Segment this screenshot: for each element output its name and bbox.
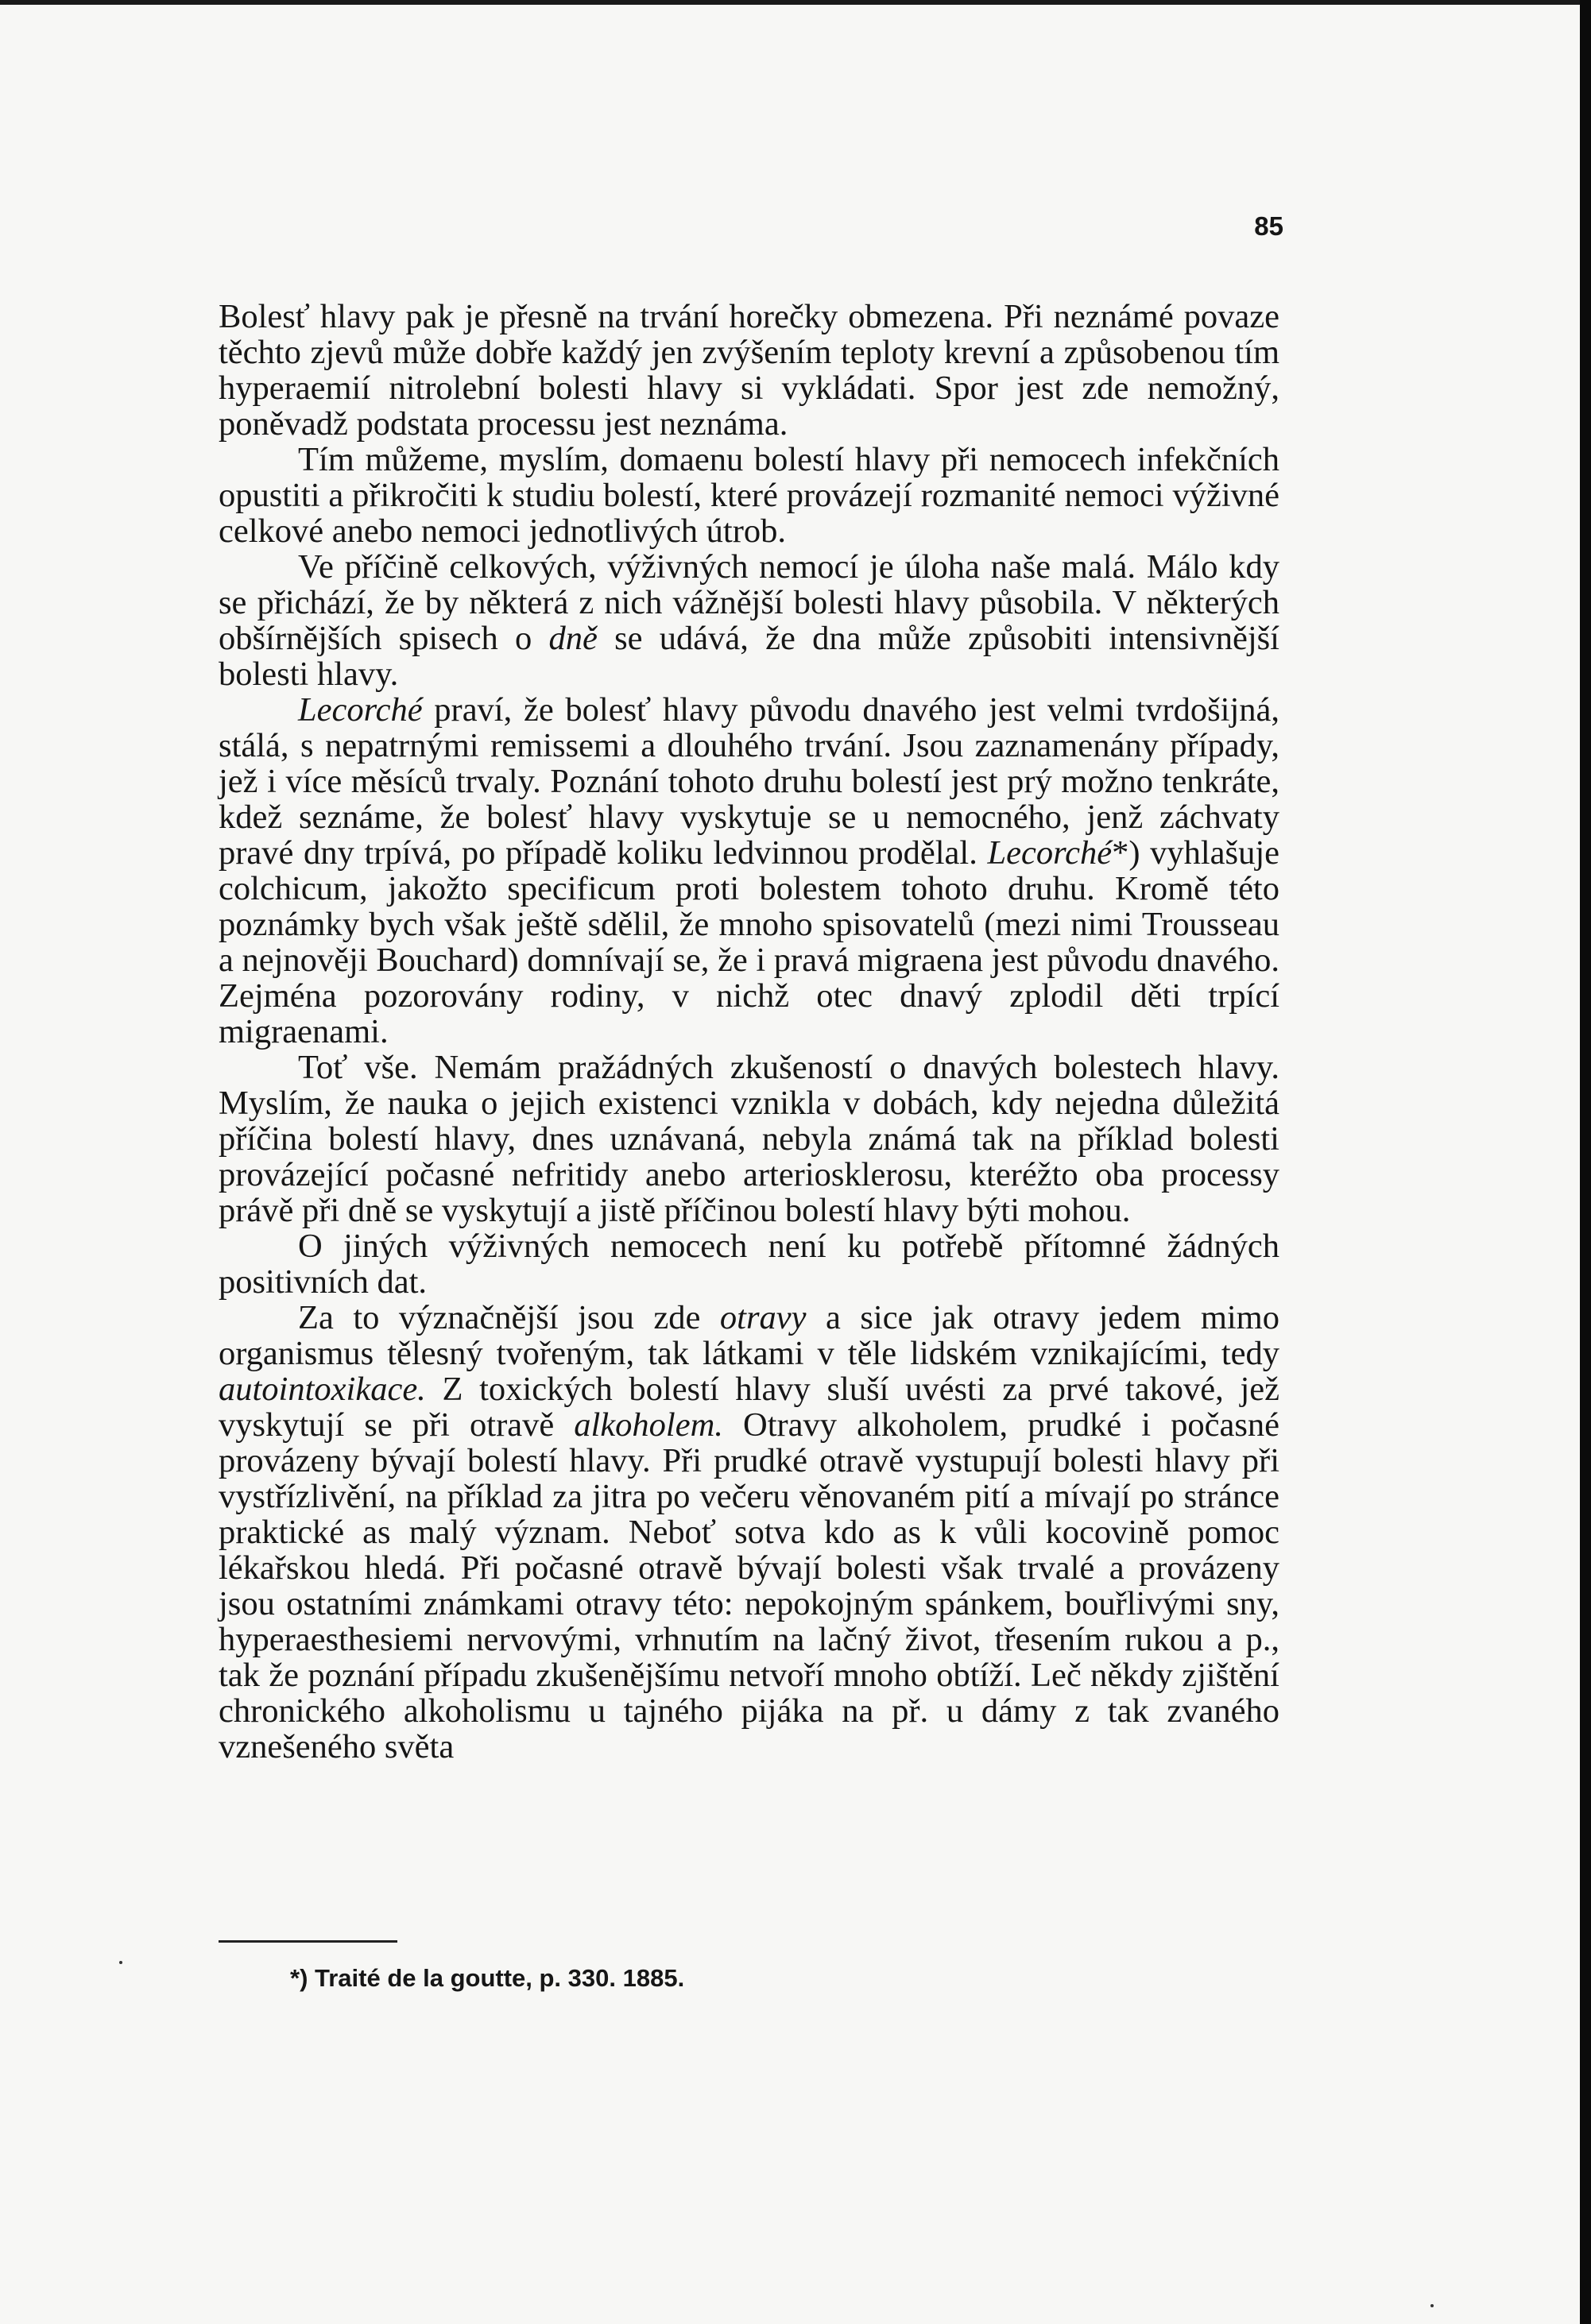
- italic-term: alkoholem.: [574, 1406, 723, 1444]
- text-run: Tím můžeme, myslím, domaenu bolestí hlavy při nemocech infekčních opustiti a přikročiti k studiu bolestí, které provázejí rozmanité nemoci výživné celkové anebo nemoci jednotlivých útrob.: [219, 441, 1279, 550]
- italic-term: Lecorché: [987, 834, 1113, 872]
- italic-term: otravy: [719, 1299, 807, 1336]
- text-run: O jiných výživných nemocech není ku potřebě přítomné žádných positivních dat.: [219, 1228, 1279, 1301]
- paragraph: [219, 549, 1279, 692]
- paragraph: [219, 299, 1279, 442]
- italic-term: Lecorché: [298, 691, 423, 729]
- text-run: Ve příčině celkových, výživných nemocí je úloha naše malá. Málo kdy se přichází, že by některá z nich vážnější bolesti hlavy působila. V některých obšírnějších spisech o: [219, 548, 1279, 657]
- text-run: Bolesť hlavy pak je přesně na trvání horečky obmezena. Při neznámé povaze těchto zjevů může dobře každý jen zvýšením teploty krevní a způsobenou tím hyperaemií nitrolební bolesti hlavy si vykládati. Spor jest zde nemožný, poněvadž podstata processu jest neznáma.: [219, 298, 1279, 443]
- page-number: 85: [1254, 211, 1283, 241]
- paragraph: [219, 1050, 1279, 1228]
- paragraph: [219, 442, 1279, 549]
- scan-border-top: [0, 0, 1591, 5]
- footnote: *) Traité de la goutte, p. 330. 1885.: [290, 1964, 685, 1992]
- text-run: praví, že bolesť hlavy původu dnavého jest velmi tvrdošijná, stálá, s nepatrnými remissemi a dlouhého trvání. Jsou zaznamenány případy, jež i více měsíců trvaly. Poznání tohoto druhu bolestí jest prý možno tenkráte, kdež seznáme, že bolesť hlavy vyskytuje se u nemocného, jenž záchvaty pravé dny trpívá, po případě koliku ledvinnou prodělal.: [219, 691, 1279, 872]
- text-run: Z toxických bolestí hlavy sluší uvésti za prvé takové, jež vyskytují se při otravě: [219, 1371, 1279, 1444]
- scan-speck: [1430, 2304, 1434, 2307]
- text-run: se udává, že dna může způsobiti intensivnější bolesti hlavy.: [219, 620, 1279, 693]
- text-run: Toť vše. Nemám pražádných zkušeností o dnavých bolestech hlavy. Myslím, že nauka o jejich existenci vznikla v dobách, kdy nejedna důležitá příčina bolestí hlavy, dnes uznávaná, nebyla známá tak na příklad bolesti provázející počasné nefritidy anebo arteriosklerosu, kteréžto oba processy právě při dně se vyskytují a jistě příčinou bolestí hlavy býti mohou.: [219, 1049, 1279, 1229]
- scan-border-right: [1580, 0, 1591, 2324]
- text-run: a sice jak otravy jedem mimo organismus tělesný tvořeným, tak látkami v těle lidském vznikajícími, tedy: [219, 1299, 1279, 1372]
- italic-term: dně: [548, 620, 598, 657]
- text-run: *) vyhlašuje colchicum, jakožto specificum proti bolestem tohoto druhu. Kromě této poznámky bych však ještě sdělil, že mnoho spisovatelů (mezi nimi Trousseau a nejnověji Bouchard) domnívají se, že i pravá migraena jest původu dnavého. Zejména pozorovány rodiny, v nichž otec dnavý zplodil děti trpící migraenami.: [219, 834, 1279, 1050]
- paragraph: [219, 692, 1279, 1050]
- paragraph: [219, 1300, 1279, 1765]
- body-text: [219, 299, 1279, 1765]
- scan-speck: [119, 1961, 122, 1964]
- paragraph: [219, 1228, 1279, 1300]
- footnote-rule: [219, 1940, 397, 1943]
- text-run: Za to význačnější jsou zde: [298, 1299, 720, 1336]
- italic-term: autointoxikace.: [219, 1371, 426, 1408]
- text-run: Otravy alkoholem, prudké i počasné provázeny bývají bolestí hlavy. Při prudké otravě vystupují bolesti hlavy při vystřízlivění, na příklad za jitra po večeru věnovaném pití a mívají po stránce praktické as malý význam. Neboť sotva kdo as k vůli kocovině pomoc lékařskou hledá. Při počasné otravě bývají bolesti však trvalé a provázeny jsou ostatními známkami otravy této: nepokojným spánkem, bouřlivými sny, hyperaesthesiemi nervovými, vrhnutím na lačný život, třesením rukou a p., tak že poznání případu zkušenějšímu netvoří mnoho obtíží. Leč někdy zjištění chronického alkoholismu u tajného pijáka na př. u dámy z tak zvaného vznešeného světa: [219, 1406, 1279, 1765]
